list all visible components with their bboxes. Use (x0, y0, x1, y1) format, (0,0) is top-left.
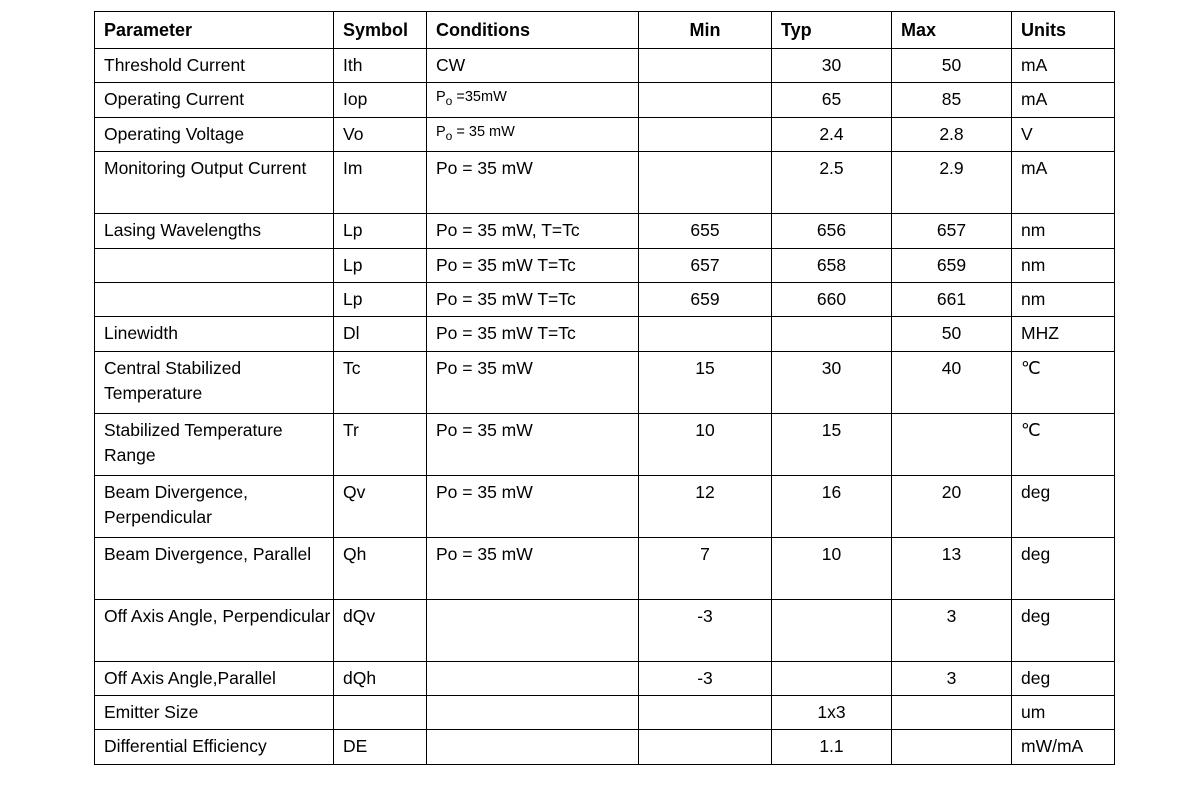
cell-symbol: Tc (334, 351, 427, 413)
cell-units: MHZ (1012, 317, 1115, 351)
cell-max: 661 (892, 282, 1012, 316)
cell-parameter: Beam Divergence, Parallel (95, 537, 334, 599)
column-header-parameter: Parameter (95, 12, 334, 49)
cell-units: um (1012, 696, 1115, 730)
cell-conditions: CW (427, 49, 639, 83)
cell-max: 659 (892, 248, 1012, 282)
cell-symbol: Tr (334, 413, 427, 475)
cell-typ: 2.4 (772, 117, 892, 151)
table-row (95, 599, 1115, 661)
cell-symbol: Ith (334, 49, 427, 83)
cell-units: V (1012, 117, 1115, 151)
cell-min: 657 (639, 248, 772, 282)
column-header-max: Max (892, 12, 1012, 49)
table-row (95, 413, 1115, 475)
cell-typ: 660 (772, 282, 892, 316)
cell-units: mW/mA (1012, 730, 1115, 764)
cell-units: deg (1012, 661, 1115, 695)
cell-max: 20 (892, 475, 1012, 537)
cell-parameter: Operating Voltage (95, 117, 334, 151)
column-header-units: Units (1012, 12, 1115, 49)
cell-min: 659 (639, 282, 772, 316)
cell-conditions: Po = 35 mW (427, 475, 639, 537)
cell-conditions: Po = 35 mW T=Tc (427, 282, 639, 316)
cell-min (639, 49, 772, 83)
column-header-conditions: Conditions (427, 12, 639, 49)
table-row (95, 282, 1115, 316)
spec-table-container (94, 11, 1114, 765)
cell-max: 50 (892, 49, 1012, 83)
cell-conditions: Po = 35 mW (427, 413, 639, 475)
cell-min: 10 (639, 413, 772, 475)
cell-symbol: Im (334, 152, 427, 214)
cell-parameter: Central Stabilized Temperature (95, 351, 334, 413)
cell-parameter: Beam Divergence, Perpendicular (95, 475, 334, 537)
cell-typ: 658 (772, 248, 892, 282)
table-row (95, 696, 1115, 730)
cell-typ: 16 (772, 475, 892, 537)
cell-max: 3 (892, 599, 1012, 661)
cell-min: -3 (639, 599, 772, 661)
cell-symbol: Qv (334, 475, 427, 537)
cell-conditions: $P_o =35mW$ (427, 83, 639, 117)
cell-parameter: Emitter Size (95, 696, 334, 730)
cell-min (639, 696, 772, 730)
cell-max: 2.9 (892, 152, 1012, 214)
cell-typ: 30 (772, 351, 892, 413)
cell-min (639, 117, 772, 151)
cell-symbol: Iop (334, 83, 427, 117)
cell-typ: 2.5 (772, 152, 892, 214)
cell-parameter (95, 248, 334, 282)
cell-conditions: Po = 35 mW, T=Tc (427, 214, 639, 248)
cell-min (639, 317, 772, 351)
cell-max: 13 (892, 537, 1012, 599)
table-row (95, 317, 1115, 351)
table-row (95, 730, 1115, 764)
cell-conditions (427, 599, 639, 661)
cell-max: 657 (892, 214, 1012, 248)
cell-parameter: Monitoring Output Current (95, 152, 334, 214)
cell-units: ℃ (1012, 413, 1115, 475)
table-row (95, 83, 1115, 117)
cell-max: 50 (892, 317, 1012, 351)
cell-min (639, 730, 772, 764)
cell-symbol: DE (334, 730, 427, 764)
table-body (95, 49, 1115, 765)
cell-symbol: Lp (334, 282, 427, 316)
column-header-min: Min (639, 12, 772, 49)
cell-max (892, 413, 1012, 475)
cell-min: 655 (639, 214, 772, 248)
cell-max (892, 730, 1012, 764)
table-row (95, 117, 1115, 151)
cell-conditions: Po = 35 mW (427, 152, 639, 214)
cell-symbol: Dl (334, 317, 427, 351)
cell-typ: 656 (772, 214, 892, 248)
cell-typ: 15 (772, 413, 892, 475)
cell-symbol: dQh (334, 661, 427, 695)
cell-max: 40 (892, 351, 1012, 413)
cell-symbol: Vo (334, 117, 427, 151)
cell-typ (772, 317, 892, 351)
cell-units: nm (1012, 214, 1115, 248)
table-row (95, 214, 1115, 248)
cell-units: mA (1012, 152, 1115, 214)
cell-units: nm (1012, 248, 1115, 282)
column-header-typ: Typ (772, 12, 892, 49)
table-row (95, 537, 1115, 599)
cell-units: ℃ (1012, 351, 1115, 413)
cell-parameter: Off Axis Angle, Perpendicular (95, 599, 334, 661)
cell-parameter: Differential Efficiency (95, 730, 334, 764)
cell-parameter: Threshold Current (95, 49, 334, 83)
table-header (95, 12, 1115, 49)
cell-typ: 65 (772, 83, 892, 117)
table-row (95, 152, 1115, 214)
table-row (95, 475, 1115, 537)
cell-units: nm (1012, 282, 1115, 316)
cell-conditions: Po = 35 mW T=Tc (427, 248, 639, 282)
cell-symbol: Qh (334, 537, 427, 599)
cell-units: deg (1012, 599, 1115, 661)
column-header-symbol: Symbol (334, 12, 427, 49)
cell-conditions (427, 696, 639, 730)
cell-min: 15 (639, 351, 772, 413)
cell-min (639, 83, 772, 117)
table-row (95, 49, 1115, 83)
cell-conditions: $P_o = 35$ mW (427, 117, 639, 151)
cell-parameter (95, 282, 334, 316)
cell-typ: 30 (772, 49, 892, 83)
cell-symbol (334, 696, 427, 730)
cell-symbol: Lp (334, 214, 427, 248)
cell-min: 12 (639, 475, 772, 537)
specification-table (94, 11, 1115, 765)
cell-symbol: Lp (334, 248, 427, 282)
table-row (95, 248, 1115, 282)
cell-typ: 1.1 (772, 730, 892, 764)
cell-parameter: Lasing Wavelengths (95, 214, 334, 248)
cell-units: mA (1012, 49, 1115, 83)
cell-max: 2.8 (892, 117, 1012, 151)
table-row (95, 661, 1115, 695)
cell-units: deg (1012, 537, 1115, 599)
cell-max: 85 (892, 83, 1012, 117)
cell-conditions (427, 730, 639, 764)
cell-typ: 1x3 (772, 696, 892, 730)
cell-parameter: Linewidth (95, 317, 334, 351)
cell-typ (772, 599, 892, 661)
cell-typ (772, 661, 892, 695)
cell-min (639, 152, 772, 214)
cell-conditions: Po = 35 mW T=Tc (427, 317, 639, 351)
cell-units: deg (1012, 475, 1115, 537)
table-row (95, 351, 1115, 413)
cell-parameter: Off Axis Angle,Parallel (95, 661, 334, 695)
cell-max (892, 696, 1012, 730)
cell-conditions: Po = 35 mW (427, 537, 639, 599)
cell-max: 3 (892, 661, 1012, 695)
cell-symbol: dQv (334, 599, 427, 661)
cell-typ: 10 (772, 537, 892, 599)
cell-parameter: Stabilized Temperature Range (95, 413, 334, 475)
cell-units: mA (1012, 83, 1115, 117)
cell-conditions: Po = 35 mW (427, 351, 639, 413)
cell-conditions (427, 661, 639, 695)
cell-min: -3 (639, 661, 772, 695)
cell-min: 7 (639, 537, 772, 599)
table-header-row (95, 12, 1115, 49)
cell-parameter: Operating Current (95, 83, 334, 117)
